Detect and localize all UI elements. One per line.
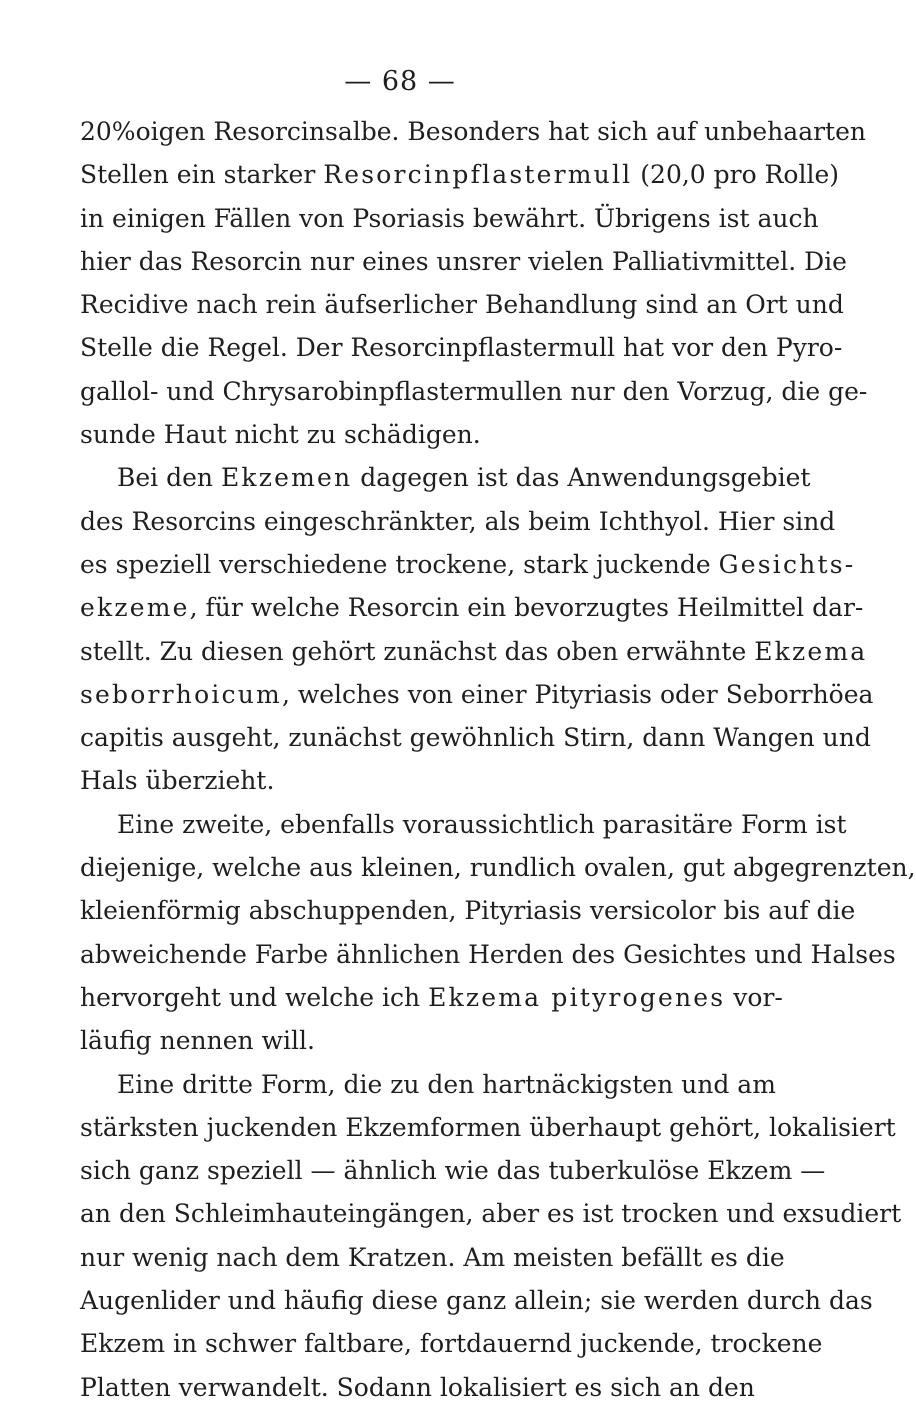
text-line: in einigen Fällen von Psoriasis bewährt. Übrigens ist auch [80,203,819,233]
spaced-emphasis: Resorcinpflastermull [323,160,633,190]
spaced-emphasis: Ekzema [754,636,868,666]
text-line: es speziell verschiedene trockene, stark juckende Gesichts- [80,549,856,579]
text-line: stärksten juckenden Ekzemformen überhaupt gehört, lokalisiert [80,1112,896,1142]
text-line: sunde Haut nicht zu schädigen. [80,420,481,450]
text-line: hier das Resorcin nur eines unsrer vielen Palliativmittel. Die [80,246,847,276]
text-line: ekzeme, für welche Resorcin ein bevorzugtes Heilmittel dar- [80,593,864,623]
text-line: kleienförmig abschuppenden, Pityriasis versicolor bis auf die [80,896,856,926]
spaced-emphasis: Ekzemen [220,463,353,493]
text-line: Bei den Ekzemen dagegen ist das Anwendungsgebiet [117,463,811,493]
text-line: Augenlider und häufig diese ganz allein; sie werden durch das [80,1286,873,1316]
text-line: Stelle die Regel. Der Resorcinpflastermull hat vor den Pyro- [80,333,843,363]
text-line: capitis ausgeht, zunächst gewöhnlich Stirn, dann Wangen und [80,723,871,753]
text-line: gallol- und Chrysarobinpflastermullen nur den Vorzug, die ge- [80,376,868,406]
text-line: Platten verwandelt. Sodann lokalisiert es sich an den [80,1372,755,1402]
text-line: des Resorcins eingeschränkter, als beim Ichthyol. Hier sind [80,506,836,536]
page-number: — 68 — [344,66,456,97]
text-line: nur wenig nach dem Kratzen. Am meisten befällt es die [80,1242,785,1272]
text-line: seborrhoicum, welches von einer Pityriasis oder Seborrhöea [80,679,874,709]
text-line: Hals überzieht. [80,766,275,796]
spaced-emphasis: seborrhoicum [80,679,282,709]
text-line: stellt. Zu diesen gehört zunächst das oben erwähnte Ekzema [80,636,868,666]
text-line: läufig nennen will. [80,1026,315,1056]
text-line: 20%oigen Resorcinsalbe. Besonders hat sich auf unbehaarten [80,117,866,146]
text-line: an den Schleimhauteingängen, aber es ist trocken und exsudiert [80,1199,902,1229]
text-line: Recidive nach rein äufserlicher Behandlung sind an Ort und [80,290,844,320]
body-text [80,110,916,1409]
text-line: Ekzem in schwer faltbare, fortdauernd juckende, trockene [80,1329,823,1359]
text-line: diejenige, welche aus kleinen, rundlich ovalen, gut abgegrenzten, [80,853,916,883]
text-line: Eine dritte Form, die zu den hartnäckigsten und am [117,1069,776,1099]
text-line: abweichende Farbe ähnlichen Herden des Gesichtes und Halses [80,939,896,969]
text-line: Eine zweite, ebenfalls voraussichtlich parasitäre Form ist [117,809,847,839]
spaced-emphasis: Ekzema pityrogenes [428,982,726,1012]
text-line: Stellen ein starker Resorcinpflastermull (20,0 pro Rolle) [80,160,840,190]
text-line: sich ganz speziell — ähnlich wie das tuberkulöse Ekzem — [80,1156,826,1186]
spaced-emphasis: ekzeme [80,593,190,623]
spaced-emphasis: Gesichts- [718,549,856,579]
text-line: hervorgeht und welche ich Ekzema pityrogenes vor- [80,982,783,1012]
